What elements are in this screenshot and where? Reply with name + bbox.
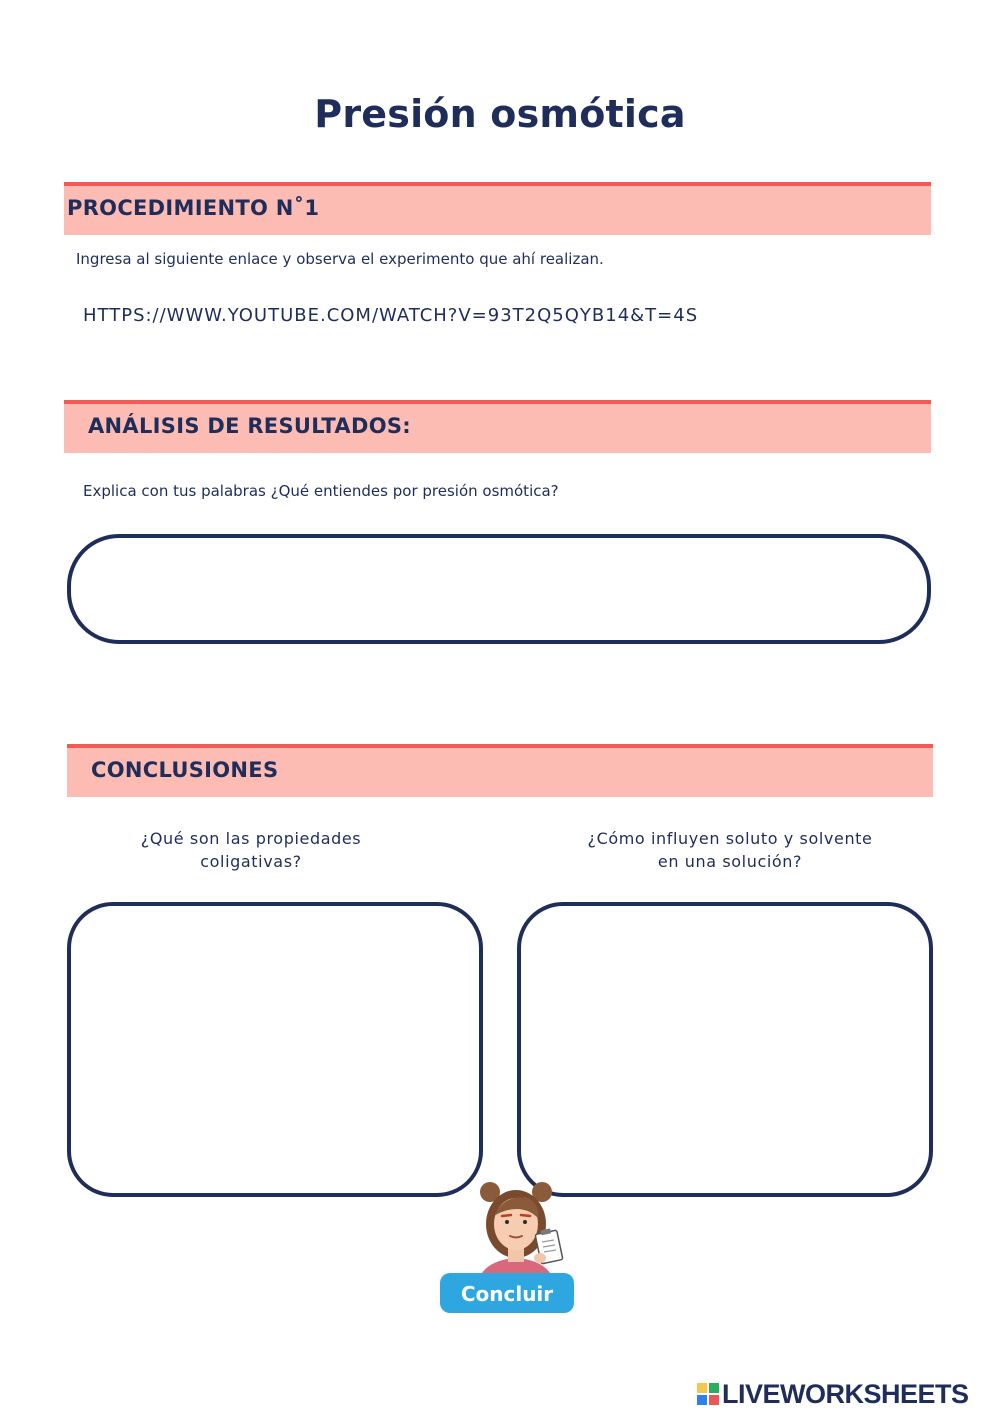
brand-name: LIVEWORKSHEETS: [722, 1378, 969, 1409]
teacher-avatar-icon: [456, 1180, 576, 1280]
section-heading: ANÁLISIS DE RESULTADOS:: [88, 414, 411, 438]
question-text: Explica con tus palabras ¿Qué entiendes por presión osmótica?: [83, 482, 559, 500]
section-header-analisis: [64, 400, 931, 453]
question-line: ¿Qué son las propiedades: [140, 829, 362, 848]
liveworksheets-logo-icon: [697, 1383, 719, 1405]
question-soluto-solvente: [560, 827, 900, 873]
section-header-conclusiones: [67, 744, 933, 797]
section-heading: PROCEDIMIENTO N˚1: [67, 196, 320, 220]
instruction-text: Ingresa al siguiente enlace y observa el experimento que ahí realizan.: [76, 250, 604, 268]
liveworksheets-brand[interactable]: [697, 1380, 969, 1408]
section-heading: CONCLUSIONES: [91, 758, 279, 782]
question-line: coligativas?: [200, 852, 302, 871]
youtube-link[interactable]: HTTPS://WWW.YOUTUBE.COM/WATCH?V=93T2Q5QYB14&T=4S: [83, 305, 699, 326]
answer-textbox-soluto-solvente[interactable]: [517, 902, 933, 1197]
answer-textbox-propiedades-coligativas[interactable]: [67, 902, 483, 1197]
answer-textbox-presion-osmotica[interactable]: [67, 534, 931, 644]
concluir-button[interactable]: Concluir: [440, 1273, 574, 1313]
page-title: Presión osmótica: [314, 92, 686, 136]
section-header-procedimiento: [64, 182, 931, 235]
question-line: ¿Cómo influyen soluto y solvente: [587, 829, 873, 848]
question-line: en una solución?: [657, 852, 803, 871]
question-propiedades-coligativas: [96, 827, 406, 873]
